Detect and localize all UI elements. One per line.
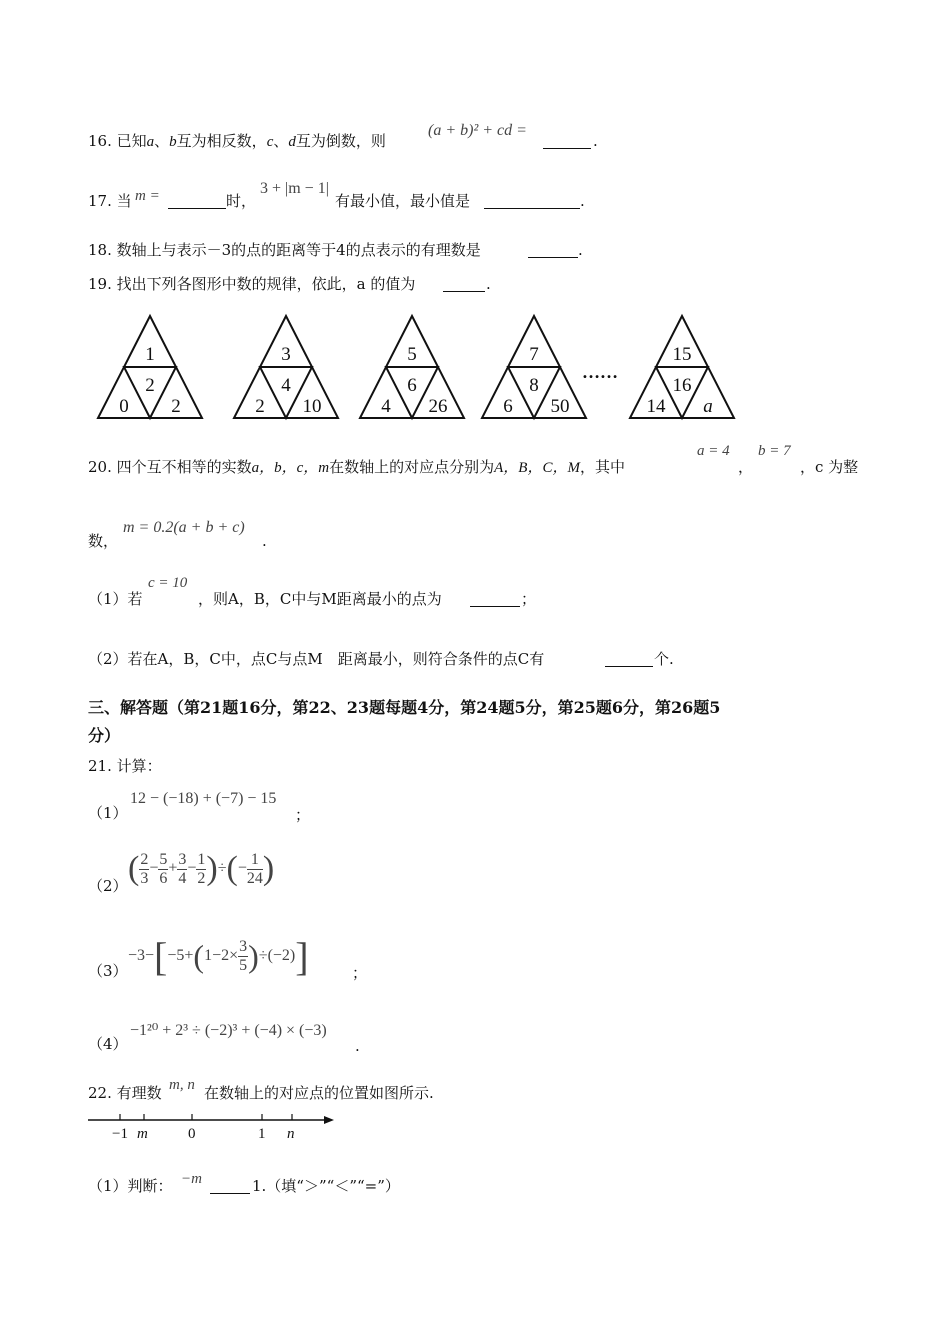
q19-answer-blank[interactable] <box>443 276 485 292</box>
triangle-left-number: 14 <box>646 396 666 417</box>
triangle-pattern-figure <box>92 308 752 426</box>
q21-expr-4: −1²⁰ + 2³ ÷ (−2)³ + (−4) × (−3) <box>130 1022 327 1039</box>
triangle-top-number: 1 <box>145 344 155 365</box>
triangle-top-number: 15 <box>672 344 692 365</box>
c-equals: c = 10 <box>148 575 188 591</box>
q17-blank-min[interactable] <box>484 193 580 209</box>
a-equals: a = 4 <box>697 443 730 459</box>
axis-label-1: 1 <box>258 1126 266 1142</box>
q20-part-1: （1）若 <box>88 590 143 608</box>
pattern-triangle <box>234 316 338 418</box>
triangle-top-number: 3 <box>281 344 291 365</box>
triangle-left-number: 2 <box>255 396 265 417</box>
q20-part2-blank[interactable] <box>605 651 653 667</box>
q20-part-2: （2）若在A，B，C中，点C与点M 距离最小，则符合条件的点C有 <box>88 650 545 668</box>
q16-answer-blank[interactable] <box>543 133 591 149</box>
triangle-right-number: a <box>703 396 713 417</box>
triangle-top-number: 5 <box>407 344 417 365</box>
triangle-mid-number: 4 <box>281 375 291 396</box>
q21-expr-3: −3−[−5+(1−2× $\frac{3}{5}$ )÷(−2)] <box>128 934 309 979</box>
triangle-left-number: 0 <box>119 396 129 417</box>
triangle-mid-number: 2 <box>145 375 155 396</box>
q21-expr-1: 12 − (−18) + (−7) − 15 <box>130 790 277 807</box>
pattern-triangle <box>360 316 464 418</box>
axis-label-m: m <box>137 1126 148 1142</box>
question-17: 17. 当 <box>88 192 132 210</box>
q20-part1-blank[interactable] <box>470 591 520 607</box>
triangle-top-number: 7 <box>529 344 539 365</box>
question-22: 22. 有理数 <box>88 1084 162 1102</box>
triangle-right-number: 10 <box>302 396 322 417</box>
section-3-heading-cont: 分） <box>88 726 121 745</box>
q22-part1-blank[interactable] <box>210 1178 250 1194</box>
q17-expression: 3 + |m − 1| <box>260 180 329 197</box>
triangle-mid-number: 8 <box>529 375 539 396</box>
axis-label-0: 0 <box>188 1126 196 1142</box>
triangle-mid-number: 6 <box>407 375 417 396</box>
section-3-heading: 三、解答题（第21题16分，第22、23题每题4分，第24题5分，第25题6分，第26题5 <box>88 698 721 717</box>
q18-answer-blank[interactable] <box>528 242 578 258</box>
question-21: 21. 计算： <box>88 757 162 775</box>
axis-label-n: n <box>287 1126 295 1142</box>
triangle-left-number: 6 <box>503 396 513 417</box>
pattern-triangle <box>482 316 586 418</box>
triangle-left-number: 4 <box>381 396 391 417</box>
pattern-triangle <box>630 316 734 418</box>
axis-label-minus1: −1 <box>112 1126 128 1142</box>
question-18: 18. 数轴上与表示－3的点的距离等于4的点表示的有理数是 <box>88 241 481 259</box>
triangle-mid-number: 16 <box>672 375 692 396</box>
triangle-right-number: 50 <box>550 396 570 417</box>
question-19: 19. 找出下列各图形中数的规律，依此，a 的值为 <box>88 275 416 293</box>
q22-part-1: （1）判断： <box>88 1177 173 1195</box>
question-16: 16. 已知a、b互为相反数，c、d互为倒数，则 <box>88 132 386 150</box>
b-equals: b = 7 <box>758 443 791 459</box>
triangle-right-number: 2 <box>171 396 181 417</box>
q16-expression: (a + b)² + cd = <box>428 122 527 139</box>
q17-blank-m[interactable] <box>168 193 226 209</box>
ellipsis: …… <box>582 362 618 382</box>
question-20: 20. 四个互不相等的实数a，b，c，m在数轴上的对应点分别为A，B，C，M，其中 <box>88 458 625 476</box>
m-expression: m = 0.2(a + b + c) <box>123 519 245 536</box>
number-line <box>86 1110 346 1144</box>
triangle-right-number: 26 <box>428 396 448 417</box>
q21-expr-2: ( $\frac{2}{3}$ − $\frac{5}{6}$ + $\frac{3}{4}$ − $\frac{1}{2}$ )÷(− $\frac{1}{24}$ ) <box>128 850 275 887</box>
pattern-triangle <box>98 316 202 418</box>
